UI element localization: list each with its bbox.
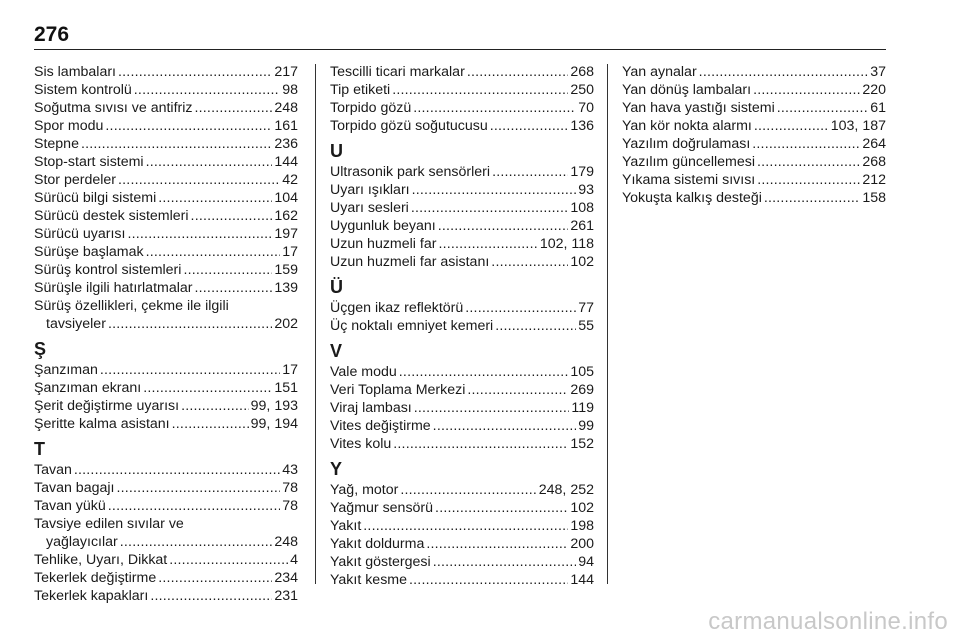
index-entry-name: Vale modu bbox=[330, 364, 397, 380]
index-entry-page: 248 bbox=[274, 100, 298, 116]
dot-leader bbox=[195, 99, 273, 117]
dot-leader bbox=[116, 479, 280, 497]
index-entry-page: 94 bbox=[578, 554, 594, 570]
dot-leader bbox=[392, 81, 568, 99]
index-entry-name: Torpido gözü soğutucusu bbox=[330, 118, 488, 134]
index-entry-name: Üç noktalı emniyet kemeri bbox=[330, 318, 494, 334]
index-entry bbox=[34, 479, 298, 497]
index-entry-page: 61 bbox=[870, 100, 886, 116]
index-entry-name: Şanzıman bbox=[34, 362, 98, 378]
dot-leader bbox=[413, 99, 576, 117]
index-entry-name: Yıkama sistemi sıvısı bbox=[622, 172, 756, 188]
index-letter-heading: U bbox=[330, 141, 343, 161]
dot-leader bbox=[753, 81, 860, 99]
column-divider-1 bbox=[315, 64, 316, 584]
index-entry bbox=[622, 171, 886, 189]
index-entry bbox=[622, 63, 886, 81]
index-entry bbox=[34, 379, 298, 397]
index-entry bbox=[330, 253, 594, 271]
dot-leader bbox=[172, 415, 249, 433]
index-entry bbox=[34, 587, 298, 605]
index-entry-page: 268 bbox=[570, 64, 594, 80]
index-entry bbox=[34, 297, 298, 315]
index-entry bbox=[330, 553, 594, 571]
dot-leader bbox=[409, 571, 568, 589]
dot-leader bbox=[465, 299, 576, 317]
index-entry-page: 78 bbox=[282, 498, 298, 514]
index-entry-name: Stop-start sistemi bbox=[34, 154, 144, 170]
dot-leader bbox=[146, 243, 281, 261]
dot-leader bbox=[490, 117, 569, 135]
dot-leader bbox=[399, 363, 569, 381]
dot-leader bbox=[777, 99, 869, 117]
dot-leader bbox=[158, 189, 272, 207]
index-entry-page: 17 bbox=[282, 362, 298, 378]
dot-leader bbox=[438, 217, 569, 235]
index-letter-heading: V bbox=[330, 341, 343, 361]
index-entry-name: Yan aynalar bbox=[622, 64, 697, 80]
dot-leader bbox=[412, 181, 577, 199]
index-entry-name: Yan kör nokta alarmı bbox=[622, 118, 752, 134]
index-letter-heading: Ü bbox=[330, 277, 343, 297]
dot-leader bbox=[492, 163, 568, 181]
index-entry-name: Yağ, motor bbox=[330, 482, 399, 498]
index-entry-page: 158 bbox=[862, 190, 886, 206]
index-entry-name: Viraj lambası bbox=[330, 400, 412, 416]
index-entry-name: Şeritte kalma asistanı bbox=[34, 416, 170, 432]
dot-leader bbox=[467, 381, 568, 399]
index-entry-page: 102, 118 bbox=[539, 236, 594, 252]
index-entry-page: 136 bbox=[570, 118, 594, 134]
index-entry-page: 220 bbox=[862, 82, 886, 98]
index-column-1 bbox=[34, 63, 298, 605]
dot-leader bbox=[435, 499, 568, 517]
index-entry-name: Sürüşe başlamak bbox=[34, 244, 144, 260]
index-entry-name: Şanzıman ekranı bbox=[34, 380, 142, 396]
dot-leader bbox=[433, 417, 577, 435]
index-entry-page: 102 bbox=[570, 500, 594, 516]
index-entry-page: 261 bbox=[570, 218, 594, 234]
index-letter-heading: Ş bbox=[34, 339, 47, 359]
index-entry-page: 269 bbox=[570, 382, 594, 398]
index-entry-page: 17 bbox=[282, 244, 298, 260]
index-entry bbox=[330, 363, 594, 381]
index-entry-page: 202 bbox=[274, 316, 298, 332]
index-entry-name: Stor perdeler bbox=[34, 172, 117, 188]
index-entry-name: Yan hava yastığı sistemi bbox=[622, 100, 775, 116]
index-entry-page: 93 bbox=[578, 182, 594, 198]
index-entry bbox=[330, 481, 594, 499]
index-entry-name: Yağmur sensörü bbox=[330, 500, 434, 516]
dot-leader bbox=[100, 361, 280, 379]
dot-leader bbox=[74, 461, 280, 479]
dot-leader bbox=[191, 207, 273, 225]
index-entry bbox=[34, 315, 298, 333]
index-entry bbox=[34, 135, 298, 153]
index-entry-page: 268 bbox=[862, 154, 886, 170]
index-entry-page: 55 bbox=[578, 318, 594, 334]
index-entry-page: 198 bbox=[570, 518, 594, 534]
dot-leader bbox=[108, 497, 280, 515]
index-entry-page: 105 bbox=[570, 364, 594, 380]
index-entry bbox=[622, 81, 886, 99]
index-entry-name: Yakıt bbox=[330, 518, 362, 534]
index-entry-name: Tescilli ticari markalar bbox=[330, 64, 465, 80]
dot-leader bbox=[118, 63, 272, 81]
index-entry bbox=[330, 199, 594, 217]
dot-leader bbox=[105, 117, 272, 135]
dot-leader bbox=[150, 587, 272, 605]
index-entry-name: Ultrasonik park sensörleri bbox=[330, 164, 491, 180]
dot-leader bbox=[426, 535, 568, 553]
index-entry-page: 119 bbox=[571, 400, 594, 416]
index-entry bbox=[330, 235, 594, 253]
index-column-2 bbox=[330, 63, 594, 589]
index-entry-name: Uyarı sesleri bbox=[330, 200, 409, 216]
index-entry-name: tavsiyeler bbox=[46, 316, 106, 332]
index-entry bbox=[34, 261, 298, 279]
watermark[interactable]: carmanualsonline.info bbox=[708, 608, 948, 635]
index-entry-name: Veri Toplama Merkezi bbox=[330, 382, 466, 398]
index-entry bbox=[34, 171, 298, 189]
index-entry bbox=[330, 535, 594, 553]
index-entry bbox=[330, 571, 594, 589]
index-entry-page: 70 bbox=[578, 100, 594, 116]
dot-leader bbox=[764, 189, 860, 207]
dot-leader bbox=[108, 315, 272, 333]
dot-leader bbox=[699, 63, 869, 81]
index-entry-name: Tekerlek kapakları bbox=[34, 588, 149, 604]
index-entry bbox=[34, 189, 298, 207]
index-entry-page: 144 bbox=[274, 154, 298, 170]
index-entry-name: Spor modu bbox=[34, 118, 104, 134]
index-entry bbox=[330, 381, 594, 399]
index-entry-page: 231 bbox=[274, 588, 298, 604]
index-entry bbox=[34, 461, 298, 479]
index-entry-page: 151 bbox=[274, 380, 298, 396]
index-entry-name: Yazılım güncellemesi bbox=[622, 154, 755, 170]
index-entry bbox=[330, 399, 594, 417]
dot-leader bbox=[752, 135, 860, 153]
index-entry-page: 217 bbox=[274, 64, 298, 80]
index-entry bbox=[34, 515, 298, 533]
dot-leader bbox=[393, 435, 568, 453]
index-entry bbox=[330, 499, 594, 517]
index-entry-page: 248 bbox=[274, 534, 298, 550]
index-entry-name: Yakıt göstergesi bbox=[330, 554, 431, 570]
index-entry bbox=[34, 551, 298, 569]
index-entry-page: 144 bbox=[570, 572, 594, 588]
index-entry-page: 108 bbox=[570, 200, 594, 216]
index-entry bbox=[330, 317, 594, 335]
index-entry-page: 37 bbox=[870, 64, 886, 80]
index-entry bbox=[330, 117, 594, 135]
index-entry-name: Yan dönüş lambaları bbox=[622, 82, 752, 98]
index-entry bbox=[622, 189, 886, 207]
dot-leader bbox=[146, 153, 273, 171]
index-entry bbox=[34, 279, 298, 297]
index-entry-name: Stepne bbox=[34, 136, 79, 152]
index-entry-name: Uygunluk beyanı bbox=[330, 218, 436, 234]
index-entry-page: 4 bbox=[290, 552, 298, 568]
index-entry-name: Tip etiketi bbox=[330, 82, 391, 98]
dot-leader bbox=[438, 235, 537, 253]
index-entry-page: 102 bbox=[570, 254, 594, 270]
index-entry-name: Uzun huzmeli far asistanı bbox=[330, 254, 490, 270]
index-entry bbox=[34, 533, 298, 551]
dot-leader bbox=[467, 63, 569, 81]
index-entry-name: Şerit değiştirme uyarısı bbox=[34, 398, 180, 414]
index-entry-page: 99, 194 bbox=[250, 416, 298, 432]
index-entry bbox=[34, 63, 298, 81]
index-entry-page: 99, 193 bbox=[250, 398, 298, 414]
index-entry bbox=[34, 99, 298, 117]
dot-leader bbox=[120, 533, 273, 551]
index-entry-name: Tavan bbox=[34, 462, 72, 478]
dot-leader bbox=[195, 279, 273, 297]
index-entry bbox=[34, 81, 298, 99]
index-entry-name: Tavan bagajı bbox=[34, 480, 115, 496]
dot-leader bbox=[414, 399, 570, 417]
index-entry-name: Yazılım doğrulaması bbox=[622, 136, 751, 152]
index-entry-page: 179 bbox=[570, 164, 594, 180]
column-divider-2 bbox=[607, 64, 608, 584]
index-entry-page: 250 bbox=[570, 82, 594, 98]
dot-leader bbox=[169, 551, 288, 569]
dot-leader bbox=[127, 225, 272, 243]
index-entry bbox=[330, 517, 594, 535]
dot-leader bbox=[757, 171, 860, 189]
dot-leader bbox=[757, 153, 860, 171]
index-entry-page: 212 bbox=[862, 172, 886, 188]
index-entry-name: Sis lambaları bbox=[34, 64, 117, 80]
index-entry-name: Vites değiştirme bbox=[330, 418, 431, 434]
index-entry-name: Sürücü uyarısı bbox=[34, 226, 126, 242]
index-entry bbox=[330, 163, 594, 181]
index-entry bbox=[330, 81, 594, 99]
index-entry-page: 236 bbox=[274, 136, 298, 152]
index-entry-name: Sürüşle ilgili hatırlatmalar bbox=[34, 280, 193, 296]
index-entry-name: Tavan yükü bbox=[34, 498, 106, 514]
index-entry-name: Yokuşta kalkış desteği bbox=[622, 190, 762, 206]
dot-leader bbox=[81, 135, 272, 153]
index-entry-page: 77 bbox=[578, 300, 594, 316]
index-entry-page: 42 bbox=[282, 172, 298, 188]
index-entry bbox=[34, 153, 298, 171]
index-entry-page: 159 bbox=[274, 262, 298, 278]
index-entry-name: Vites kolu bbox=[330, 436, 392, 452]
index-entry-page: 264 bbox=[862, 136, 886, 152]
index-entry bbox=[622, 135, 886, 153]
index-entry bbox=[330, 417, 594, 435]
index-entry-page: 139 bbox=[274, 280, 298, 296]
index-entry bbox=[330, 181, 594, 199]
index-letter-heading: T bbox=[34, 439, 45, 459]
index-entry-name: Tekerlek değiştirme bbox=[34, 570, 157, 586]
dot-leader bbox=[754, 117, 829, 135]
index-entry bbox=[34, 207, 298, 225]
index-entry-name: Uzun huzmeli far bbox=[330, 236, 437, 252]
index-entry bbox=[34, 415, 298, 433]
index-entry bbox=[34, 117, 298, 135]
dot-leader bbox=[433, 553, 577, 571]
index-entry-page: 197 bbox=[274, 226, 298, 242]
index-entry bbox=[330, 99, 594, 117]
dot-leader bbox=[400, 481, 536, 499]
index-entry-page: 200 bbox=[570, 536, 594, 552]
index-entry-page: 162 bbox=[274, 208, 298, 224]
index-entry-page: 43 bbox=[282, 462, 298, 478]
page-number: 276 bbox=[34, 23, 70, 46]
index-entry-name: Yakıt kesme bbox=[330, 572, 408, 588]
dot-leader bbox=[181, 397, 249, 415]
dot-leader bbox=[134, 81, 280, 99]
dot-leader bbox=[143, 379, 272, 397]
index-entry bbox=[622, 153, 886, 171]
index-entry-page: 98 bbox=[282, 82, 298, 98]
index-entry-name: Tavsiye edilen sıvılar ve bbox=[34, 516, 184, 532]
index-entry-name: Uyarı ışıkları bbox=[330, 182, 410, 198]
index-entry bbox=[330, 63, 594, 81]
index-entry-name: Sistem kontrolü bbox=[34, 82, 132, 98]
index-letter-heading: Y bbox=[330, 459, 343, 479]
index-entry-name: Torpido gözü bbox=[330, 100, 412, 116]
dot-leader bbox=[183, 261, 272, 279]
dot-leader bbox=[495, 317, 576, 335]
header-rule bbox=[34, 49, 886, 50]
index-entry-name: Sürüş kontrol sistemleri bbox=[34, 262, 182, 278]
index-entry bbox=[34, 497, 298, 515]
index-entry-page: 161 bbox=[274, 118, 298, 134]
dot-leader bbox=[118, 171, 280, 189]
dot-leader bbox=[363, 517, 568, 535]
dot-leader bbox=[158, 569, 272, 587]
index-entry-name: Yakıt doldurma bbox=[330, 536, 425, 552]
index-entry bbox=[34, 225, 298, 243]
index-entry-name: yağlayıcılar bbox=[46, 534, 118, 550]
index-entry-page: 103, 187 bbox=[830, 118, 886, 134]
index-entry-name: Üçgen ikaz reflektörü bbox=[330, 300, 464, 316]
index-entry bbox=[330, 217, 594, 235]
index-entry-page: 234 bbox=[274, 570, 298, 586]
index-entry bbox=[330, 435, 594, 453]
index-entry-page: 78 bbox=[282, 480, 298, 496]
dot-leader bbox=[491, 253, 568, 271]
index-entry-name: Sürüş özellikleri, çekme ile ilgili bbox=[34, 298, 229, 314]
index-entry-name: Soğutma sıvısı ve antifriz bbox=[34, 100, 193, 116]
index-entry-name: Sürücü bilgi sistemi bbox=[34, 190, 157, 206]
index-entry-page: 104 bbox=[274, 190, 298, 206]
dot-leader bbox=[411, 199, 568, 217]
index-entry-page: 152 bbox=[570, 436, 594, 452]
index-entry bbox=[34, 397, 298, 415]
index-entry-name: Sürücü destek sistemleri bbox=[34, 208, 189, 224]
index-entry bbox=[330, 299, 594, 317]
index-entry bbox=[34, 569, 298, 587]
index-entry-page: 99 bbox=[578, 418, 594, 434]
index-column-3 bbox=[622, 63, 886, 207]
index-entry bbox=[622, 117, 886, 135]
index-entry bbox=[622, 99, 886, 117]
index-entry-page: 248, 252 bbox=[538, 482, 594, 498]
index-entry-name: Tehlike, Uyarı, Dikkat bbox=[34, 552, 168, 568]
index-entry bbox=[34, 361, 298, 379]
index-entry bbox=[34, 243, 298, 261]
